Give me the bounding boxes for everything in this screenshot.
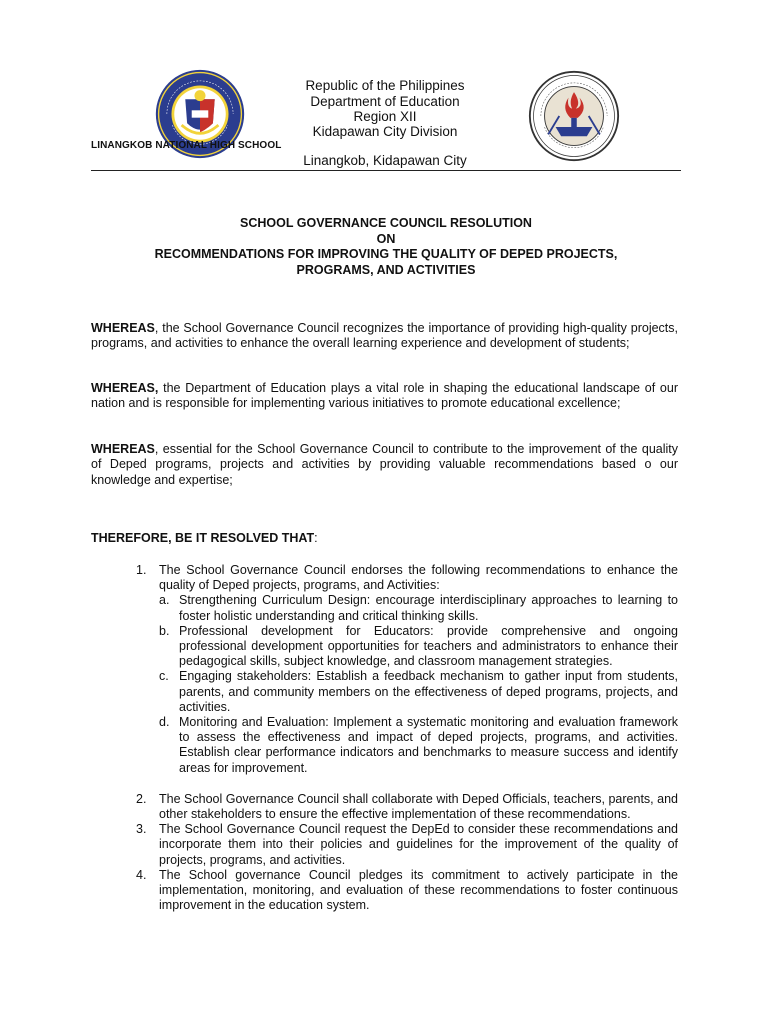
whereas-text: , essential for the School Governance Council to contribute to the improvement of the quality of Deped programs, projects and activities by providing valuable recommendations based o our knowledge and expertise; — [91, 442, 678, 487]
recommendation-sublist — [159, 593, 678, 775]
sub-item-letter: b. — [159, 623, 170, 638]
header-department: Department of Education — [310, 94, 460, 109]
sub-item-text: Engaging stakeholders: Establish a feedback mechanism to gather input from students, parents, and community members on the effectiveness of deped programs, projects, and activities. — [179, 669, 678, 714]
resolution-title — [91, 216, 681, 278]
whereas-text: the Department of Education plays a vital role in shaping the educational landscape of our nation and is responsible for implementing various initiatives to promote educational excellence; — [91, 381, 678, 411]
spacer — [159, 776, 678, 792]
whereas-label: WHEREAS, — [91, 381, 159, 395]
item-number: 3. — [136, 822, 147, 837]
item-text: The School Governance Council shall collaborate with Deped Officials, teachers, parents, and other stakeholders to ensure the effective implementation of these recommendations. — [159, 791, 678, 822]
item-text: The School Governance Council request the DepEd to consider these recommendations and incorporate them into their policies and guidelines for the improvement of the quality of projects, programs, and activities. — [159, 822, 678, 867]
list-item — [91, 822, 678, 868]
whereas-text: , the School Governance Council recognizes the importance of providing high-quality projects, programs, and activities to enhance the overall learning experience and development of students; — [91, 321, 678, 351]
header-location: Linangkob, Kidapawan City — [303, 153, 467, 168]
resolution-list — [91, 563, 678, 913]
title-line-2: ON — [376, 231, 396, 246]
sub-item-letter: c. — [159, 669, 169, 684]
school-name: LINANGKOB NATIONAL HIGH SCHOOL — [91, 140, 282, 151]
whereas-clause-1 — [91, 321, 678, 352]
header-division: Kidapawan City Division — [312, 124, 458, 139]
resolved-label: THEREFORE, BE IT RESOLVED THAT — [91, 531, 315, 545]
sub-item-letter: d. — [159, 715, 170, 730]
sub-item-text: Strengthening Curriculum Design: encourage interdisciplinary approaches to learning to foster holistic understanding and critical thinking skills. — [179, 593, 678, 623]
title-line-3: RECOMMENDATIONS FOR IMPROVING THE QUALITY OF DEPED PROJECTS, — [154, 247, 618, 261]
sub-item-text: Monitoring and Evaluation: Implement a systematic monitoring and evaluation framework to assess the effectiveness and impact of deped projects, programs, and activities. Establish clear performance indicators and benchmarks to measure success and identify areas for improvement. — [179, 715, 678, 775]
sub-item-letter: a. — [159, 593, 170, 608]
list-item — [91, 563, 678, 792]
sub-list-item — [159, 715, 678, 776]
school-seal-icon — [528, 70, 620, 162]
sub-item-text: Professional development for Educators: provide comprehensive and ongoing professional development opportunities for teachers and administrators to enhance their pedagogical skills, subject knowledge, and classroom management strategies. — [179, 623, 678, 669]
header-divider — [91, 170, 681, 171]
item-number: 1. — [136, 563, 147, 577]
title-line-1: SCHOOL GOVERNANCE COUNCIL RESOLUTION — [240, 216, 532, 230]
whereas-label: WHEREAS — [91, 442, 155, 456]
sub-list-item — [159, 669, 678, 715]
header-republic: Republic of the Philippines — [305, 78, 465, 93]
resolved-colon: : — [314, 531, 318, 545]
whereas-clause-2 — [91, 381, 678, 412]
item-text: The School Governance Council endorses the following recommendations to enhance the quality of Deped projects, programs, and Activities: — [159, 563, 678, 593]
item-number: 2. — [136, 791, 147, 806]
whereas-clause-3 — [91, 442, 678, 488]
sub-list-item — [159, 593, 678, 623]
list-item — [91, 792, 678, 822]
sub-list-item — [159, 624, 678, 670]
header-region: Region XII — [353, 109, 417, 124]
title-line-4: PROGRAMS, AND ACTIVITIES — [296, 262, 476, 277]
item-number: 4. — [136, 867, 147, 882]
item-text: The School governance Council pledges its commitment to actively participate in the implementation, monitoring, and evaluation of these recommendations to foster continuous improvement in the education system. — [159, 867, 678, 913]
list-item — [91, 868, 678, 914]
whereas-label: WHEREAS — [91, 321, 155, 335]
resolved-heading — [91, 531, 318, 545]
